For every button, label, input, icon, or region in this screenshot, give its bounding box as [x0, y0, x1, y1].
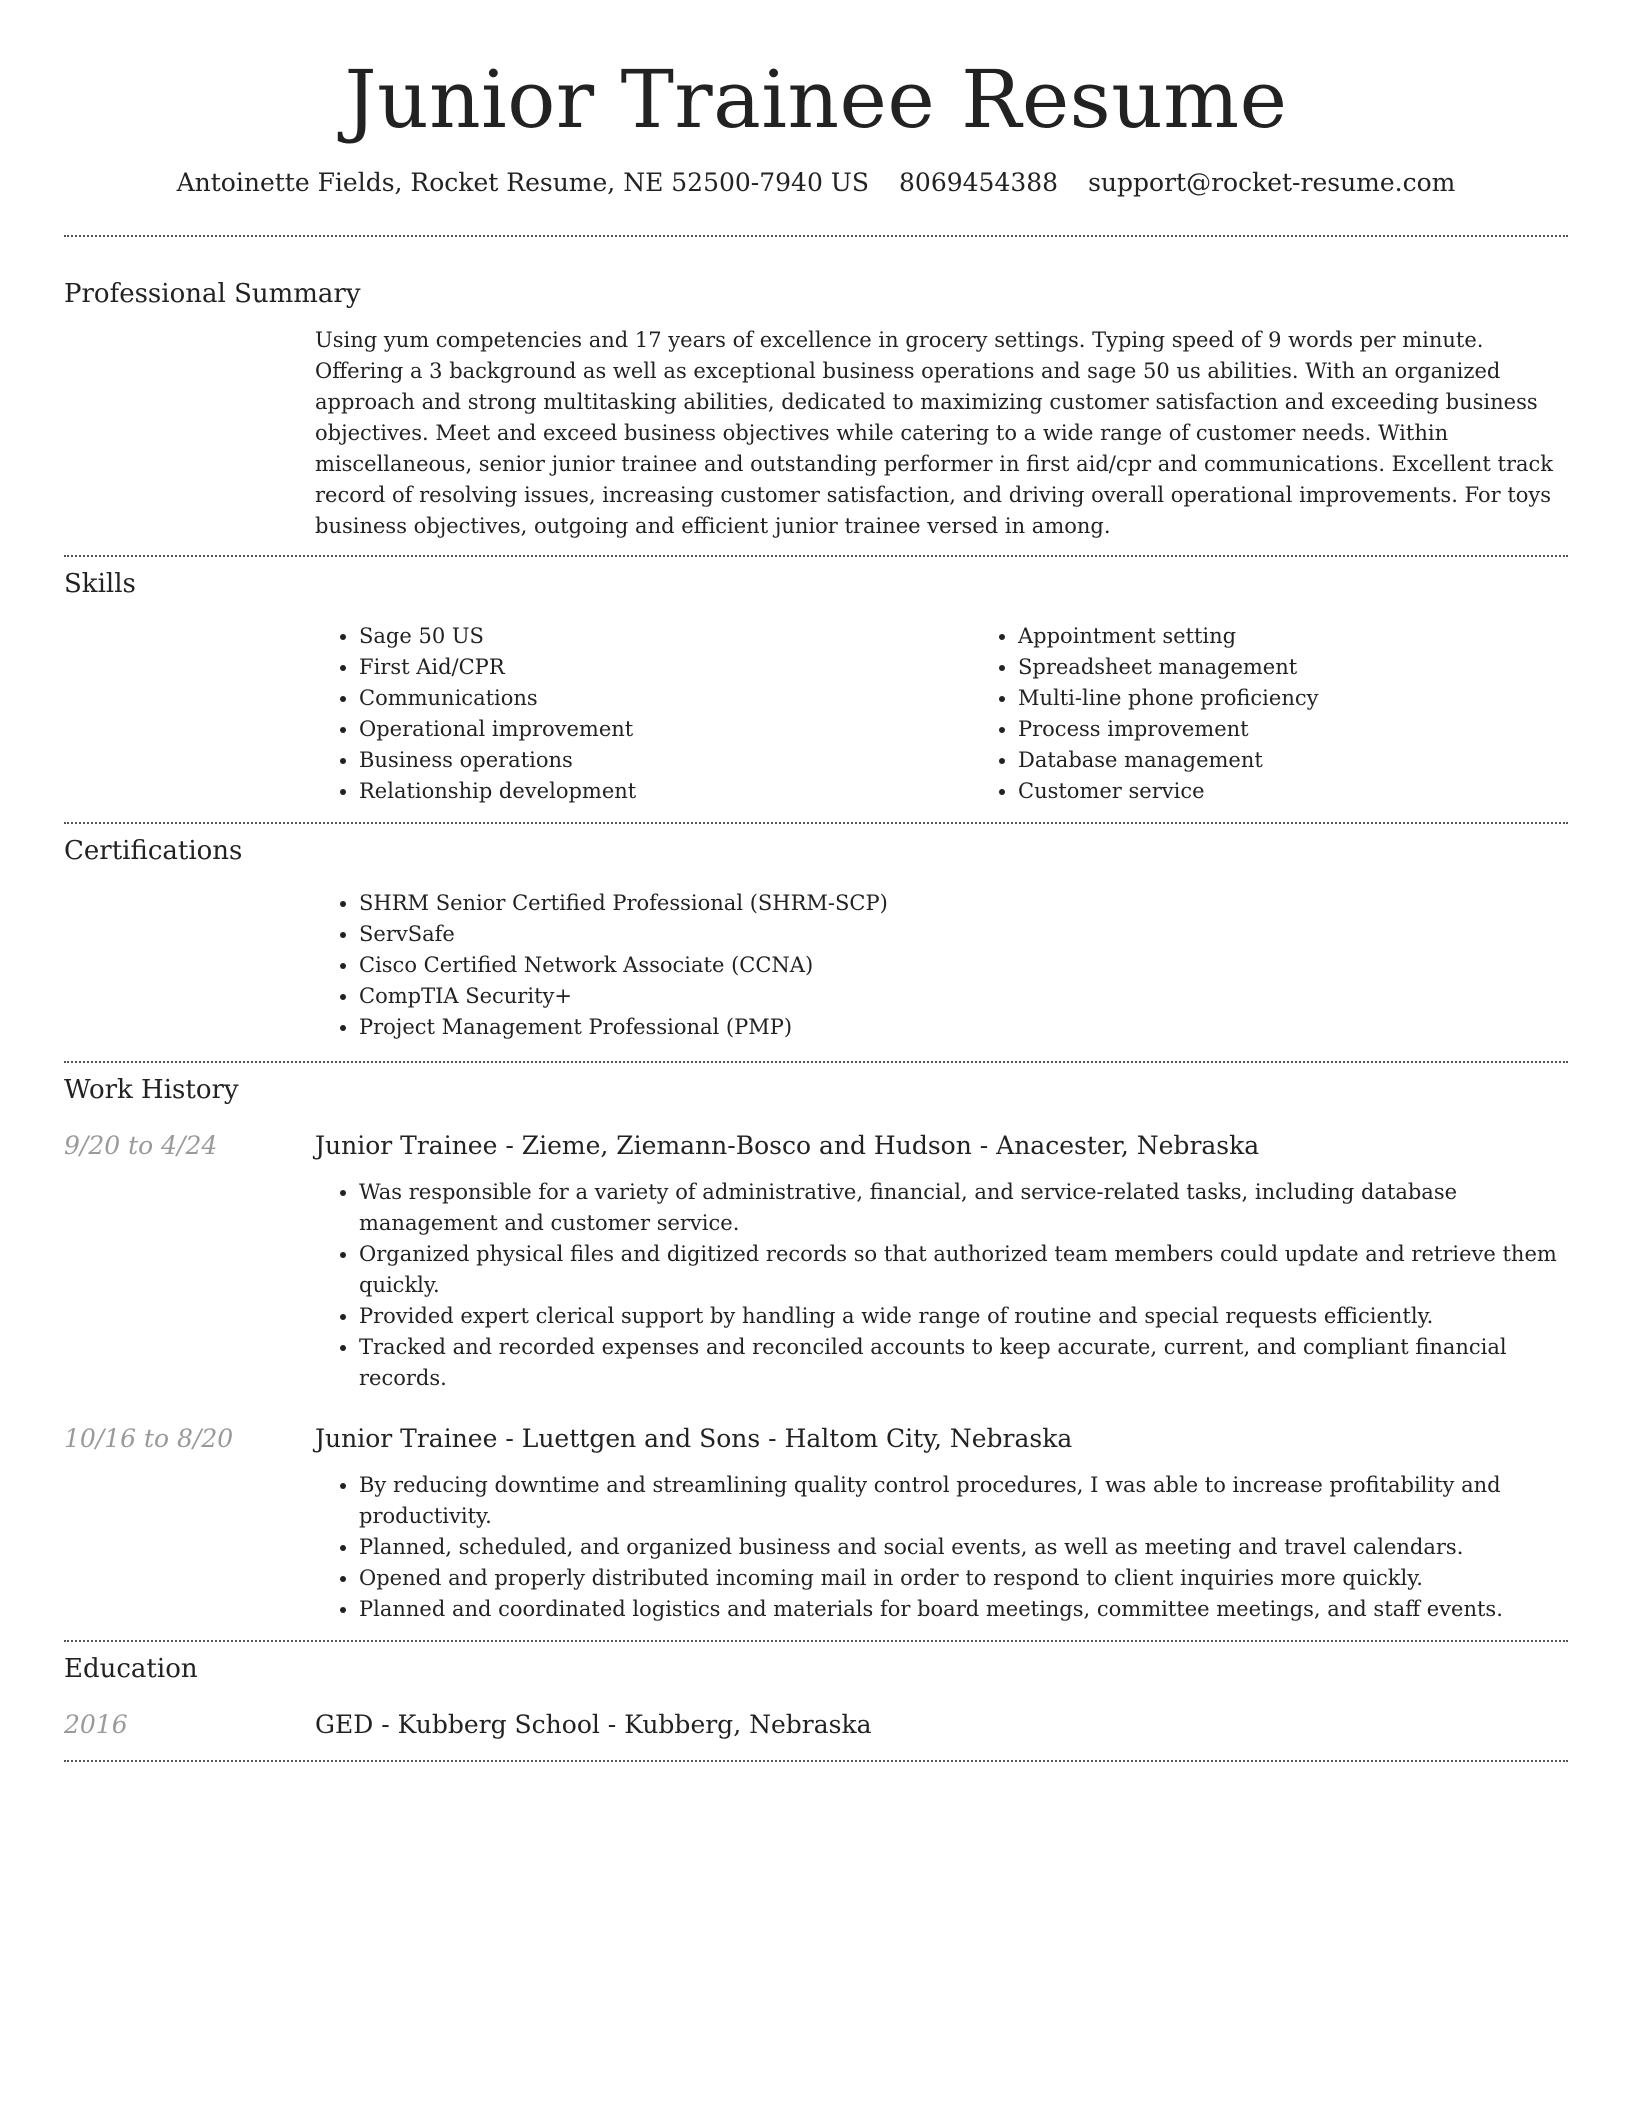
- skill-item: • Sage 50 US: [359, 621, 974, 652]
- skill-item: • Relationship development: [359, 776, 974, 807]
- education-section: [64, 1642, 1568, 1742]
- certifications-body: [315, 888, 1568, 1043]
- resume-title: Junior Trainee Resume: [344, 53, 1288, 146]
- skill-item: • Customer service: [1018, 776, 1632, 807]
- job-header: [64, 1422, 1568, 1456]
- education-heading: Education: [64, 1654, 198, 1684]
- job-header: [64, 1129, 1568, 1163]
- skill-item: • Business operations: [359, 745, 974, 776]
- skill-item: • Database management: [1018, 745, 1632, 776]
- education-year: 2016: [64, 1710, 128, 1739]
- job-entry: [64, 1129, 1568, 1394]
- job-bullet: • Was responsible for a variety of administrative, financial, and service-related tasks, including database management and customer service.: [359, 1177, 1568, 1239]
- job-body: [315, 1177, 1568, 1394]
- skills-heading: Skills: [64, 569, 136, 599]
- certification-item: • Project Management Professional (PMP): [359, 1012, 1568, 1043]
- skill-item: • First Aid/CPR: [359, 652, 974, 683]
- skills-grid: [315, 621, 1568, 807]
- education-divider: [64, 1760, 1568, 1762]
- job-title: Junior Trainee - Luettgen and Sons - Haltom City, Nebraska: [315, 1424, 1073, 1453]
- job-bullet: • By reducing downtime and streamlining quality control procedures, I was able to increase profitability and productivity.: [359, 1470, 1568, 1532]
- skill-item: • Spreadsheet management: [1018, 652, 1632, 683]
- contact-phone: 8069454388: [899, 168, 1059, 197]
- contact-email: support@rocket-resume.com: [1088, 168, 1456, 197]
- skills-list-left: [315, 621, 974, 807]
- job-bullet: • Opened and properly distributed incoming mail in order to respond to client inquiries more quickly.: [359, 1563, 1568, 1594]
- job-title: Junior Trainee - Zieme, Ziemann-Bosco and Hudson - Anacester, Nebraska: [315, 1131, 1260, 1160]
- resume-page: [64, 0, 1568, 1762]
- job-bullets: [315, 1177, 1568, 1394]
- summary-text: Using yum competencies and 17 years of excellence in grocery settings. Typing speed of 9 words per minute. Offering a 3 background as well as exceptional business operations and sage 50 us abilities. With an organized approach and strong multitasking abilities, dedicated to maximizing customer satisfaction and exceeding business objectives. Meet and exceed business objectives while catering to a wide range of customer needs. Within miscellaneous, senior junior trainee and outstanding performer in first aid/cpr and communications. Excellent track record of resolving issues, increasing customer satisfaction, and driving overall operational improvements. For toys business objectives, outgoing and efficient junior trainee versed in among.: [315, 328, 1554, 538]
- job-bullets: [315, 1470, 1568, 1625]
- skill-item: • Operational improvement: [359, 714, 974, 745]
- contact-address: Antoinette Fields, Rocket Resume, NE 52500-7940 US: [176, 168, 870, 197]
- certifications-heading: Certifications: [64, 836, 243, 866]
- skill-item: • Communications: [359, 683, 974, 714]
- summary-heading: Professional Summary: [64, 279, 361, 309]
- skill-item: • Multi-line phone proficiency: [1018, 683, 1632, 714]
- skills-list-right: [974, 621, 1632, 807]
- certifications-section: [64, 824, 1568, 1043]
- education-entry: [64, 1708, 1568, 1742]
- work-section: [64, 1063, 1568, 1625]
- certification-item: • CompTIA Security+: [359, 981, 1568, 1012]
- contact-line: [64, 166, 1568, 200]
- skill-item: • Appointment setting: [1018, 621, 1632, 652]
- skills-section: [64, 557, 1568, 807]
- education-title: GED - Kubberg School - Kubberg, Nebraska: [315, 1710, 872, 1739]
- job-body: [315, 1470, 1568, 1625]
- work-heading: Work History: [64, 1075, 239, 1105]
- job-dates: 9/20 to 4/24: [64, 1131, 218, 1160]
- summary-body: [315, 325, 1568, 542]
- certification-item: • Cisco Certified Network Associate (CCNA): [359, 950, 1568, 981]
- job-bullet: • Organized physical files and digitized records so that authorized team members could update and retrieve them quickly.: [359, 1239, 1568, 1301]
- summary-section: [64, 237, 1568, 542]
- certification-item: • ServSafe: [359, 919, 1568, 950]
- job-bullet: • Tracked and recorded expenses and reconciled accounts to keep accurate, current, and compliant financial records.: [359, 1332, 1568, 1394]
- certifications-list: [315, 888, 1568, 1043]
- job-bullet: • Planned, scheduled, and organized business and social events, as well as meeting and travel calendars.: [359, 1532, 1568, 1563]
- job-entry: [64, 1422, 1568, 1625]
- certification-item: • SHRM Senior Certified Professional (SHRM-SCP): [359, 888, 1568, 919]
- skill-item: • Process improvement: [1018, 714, 1632, 745]
- job-bullet: • Provided expert clerical support by handling a wide range of routine and special requests efficiently.: [359, 1301, 1568, 1332]
- job-bullet: • Planned and coordinated logistics and materials for board meetings, committee meetings, and staff events.: [359, 1594, 1568, 1625]
- job-dates: 10/16 to 8/20: [64, 1424, 234, 1453]
